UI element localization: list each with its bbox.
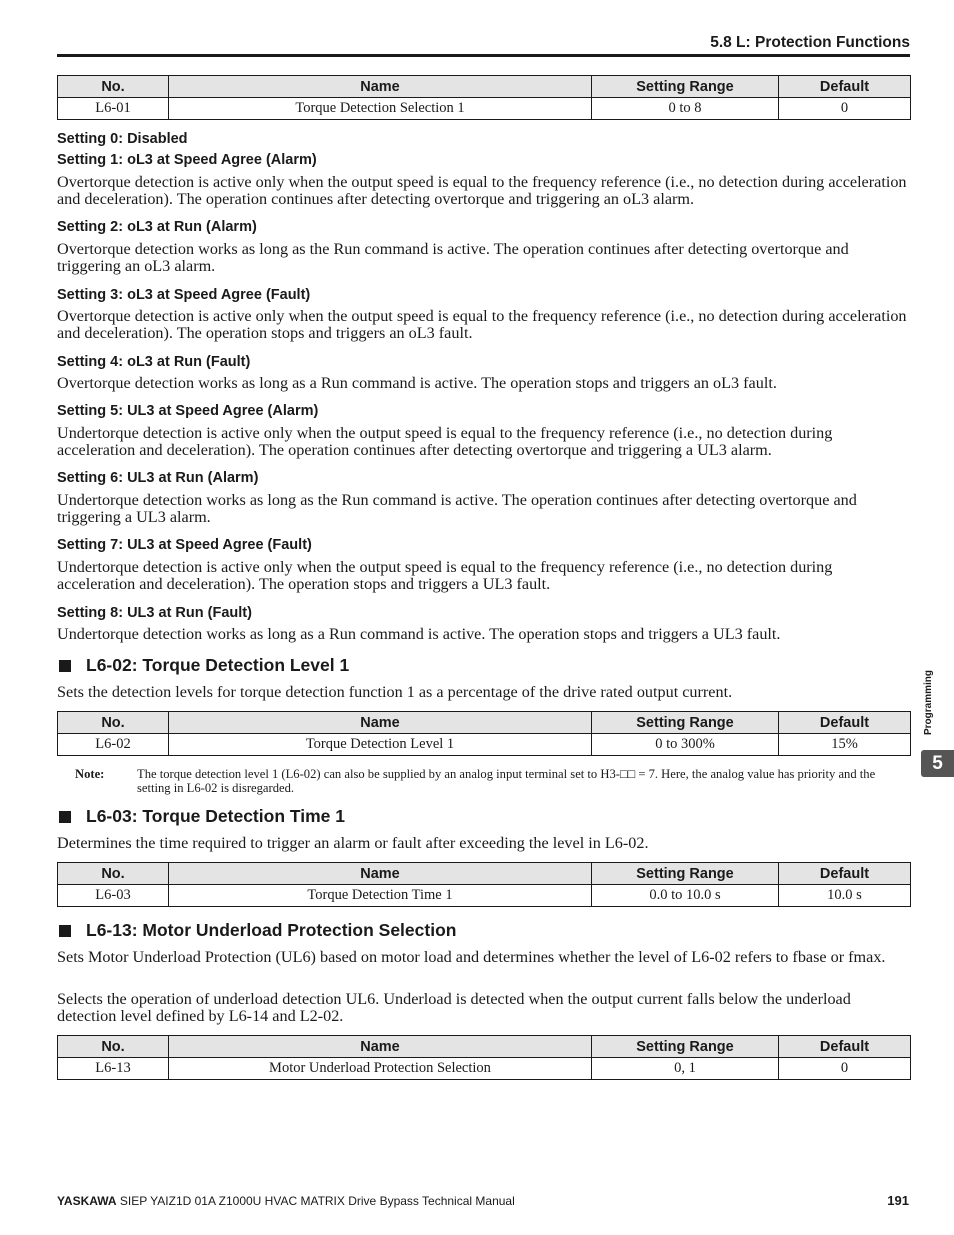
col-header-no: No. xyxy=(58,76,169,98)
chapter-side-label: Programming xyxy=(923,669,934,735)
param-table-l6-03 xyxy=(57,862,910,907)
setting-heading-6: Setting 6: UL3 at Run (Alarm) xyxy=(57,470,259,486)
table-row xyxy=(58,1058,911,1080)
param-no: L6-13 xyxy=(58,1058,169,1080)
param-table-l6-02 xyxy=(57,711,910,756)
param-default: 10.0 s xyxy=(779,885,911,907)
footer-manual-title: SIEP YAIZ1D 01A Z1000U HVAC MATRIX Drive Bypass Technical Manual xyxy=(119,1194,515,1208)
param-no: L6-01 xyxy=(58,98,169,120)
param-no: L6-03 xyxy=(58,885,169,907)
section-text-l6-02: Sets the detection levels for torque detection function 1 as a percentage of the drive rated output current. xyxy=(57,683,733,701)
col-header-default: Default xyxy=(779,863,911,885)
page-number: 191 xyxy=(887,1193,909,1208)
col-header-name: Name xyxy=(169,1036,592,1058)
section-text-l6-13-a: Sets Motor Underload Protection (UL6) based on motor load and determines whether the level of L6-02 refers to fbase or fmax. xyxy=(57,948,886,966)
param-default: 0 xyxy=(779,1058,911,1080)
section-heading-l6-02 xyxy=(57,655,910,676)
param-name: Torque Detection Time 1 xyxy=(169,885,592,907)
col-header-default: Default xyxy=(779,76,911,98)
square-bullet-icon xyxy=(59,660,71,672)
col-header-range: Setting Range xyxy=(592,863,779,885)
setting-text-4: Overtorque detection works as long as a Run command is active. The operation stops and triggers an oL3 fault. xyxy=(57,374,777,392)
section-text-l6-13-b: Selects the operation of underload detection UL6. Underload is detected when the output current falls below the underload detection level defined by L6-14 and L2-02. xyxy=(57,990,851,1025)
setting-heading-7: Setting 7: UL3 at Speed Agree (Fault) xyxy=(57,537,312,553)
setting-heading-3: Setting 3: oL3 at Speed Agree (Fault) xyxy=(57,287,311,303)
section-text-l6-03: Determines the time required to trigger an alarm or fault after exceeding the level in L6-02. xyxy=(57,834,649,852)
footer-brand: YASKAWA xyxy=(57,1194,117,1208)
footer-manual xyxy=(57,1194,515,1208)
col-header-range: Setting Range xyxy=(592,76,779,98)
setting-text-3: Overtorque detection is active only when the output speed is equal to the frequency reference (i.e., no detection during acceleration and deceleration). The operation stops and triggers an oL3 fault. xyxy=(57,307,907,342)
section-title-l6-13: L6-13: Motor Underload Protection Selection xyxy=(86,920,457,940)
param-name: Torque Detection Selection 1 xyxy=(169,98,592,120)
table-row xyxy=(58,98,911,120)
note-block xyxy=(75,767,910,795)
note-label: Note: xyxy=(75,767,105,781)
section-heading-l6-13 xyxy=(57,920,910,941)
param-table-l6-13 xyxy=(57,1035,910,1080)
param-table-l6-01 xyxy=(57,75,910,120)
setting-heading-2: Setting 2: oL3 at Run (Alarm) xyxy=(57,219,257,235)
setting-heading-0: Setting 0: Disabled xyxy=(57,131,188,147)
section-title-l6-03: L6-03: Torque Detection Time 1 xyxy=(86,806,345,826)
col-header-no: No. xyxy=(58,863,169,885)
setting-text-1: Overtorque detection is active only when the output speed is equal to the frequency reference (i.e., no detection during acceleration and deceleration). The operation continues after detecting overtorque and triggering an oL3 alarm. xyxy=(57,173,907,208)
param-name: Torque Detection Level 1 xyxy=(169,734,592,756)
col-header-range: Setting Range xyxy=(592,712,779,734)
param-range: 0 to 8 xyxy=(592,98,779,120)
section-heading-l6-03 xyxy=(57,806,910,827)
col-header-default: Default xyxy=(779,712,911,734)
setting-text-7: Undertorque detection is active only when the output speed is equal to the frequency reference (i.e., no detection during acceleration and deceleration). The operation stops and triggers a UL3 fault. xyxy=(57,558,833,593)
param-range: 0, 1 xyxy=(592,1058,779,1080)
setting-text-6: Undertorque detection works as long as the Run command is active. The operation continues after detecting overtorque and triggering a UL3 alarm. xyxy=(57,491,857,526)
section-title: 5.8 L: Protection Functions xyxy=(710,34,910,51)
note-text: The torque detection level 1 (L6-02) can also be supplied by an analog input terminal set to H3-□□ = 7. Here, the analog value has priority and the setting in L6-02 is disregarded. xyxy=(137,767,876,795)
setting-heading-5: Setting 5: UL3 at Speed Agree (Alarm) xyxy=(57,403,319,419)
col-header-name: Name xyxy=(169,712,592,734)
square-bullet-icon xyxy=(59,811,71,823)
param-default: 0 xyxy=(779,98,911,120)
param-range: 0.0 to 10.0 s xyxy=(592,885,779,907)
setting-heading-4: Setting 4: oL3 at Run (Fault) xyxy=(57,354,251,370)
param-range: 0 to 300% xyxy=(592,734,779,756)
section-title-l6-02: L6-02: Torque Detection Level 1 xyxy=(86,655,350,675)
setting-text-8: Undertorque detection works as long as a Run command is active. The operation stops and triggers a UL3 fault. xyxy=(57,625,781,643)
col-header-name: Name xyxy=(169,76,592,98)
square-bullet-icon xyxy=(59,925,71,937)
col-header-default: Default xyxy=(779,1036,911,1058)
chapter-tab: 5 xyxy=(921,750,954,777)
table-row xyxy=(58,885,911,907)
setting-heading-8: Setting 8: UL3 at Run (Fault) xyxy=(57,605,252,621)
table-row xyxy=(58,734,911,756)
param-default: 15% xyxy=(779,734,911,756)
setting-text-5: Undertorque detection is active only when the output speed is equal to the frequency reference (i.e., no detection during acceleration and deceleration). The operation continues after detecting overtorque and triggering a UL3 alarm. xyxy=(57,424,833,459)
param-no: L6-02 xyxy=(58,734,169,756)
param-name: Motor Underload Protection Selection xyxy=(169,1058,592,1080)
setting-heading-1: Setting 1: oL3 at Speed Agree (Alarm) xyxy=(57,152,317,168)
header-rule xyxy=(57,54,910,57)
col-header-name: Name xyxy=(169,863,592,885)
col-header-no: No. xyxy=(58,1036,169,1058)
setting-text-2: Overtorque detection works as long as the Run command is active. The operation continues after detecting overtorque and triggering an oL3 alarm. xyxy=(57,240,849,275)
col-header-range: Setting Range xyxy=(592,1036,779,1058)
col-header-no: No. xyxy=(58,712,169,734)
